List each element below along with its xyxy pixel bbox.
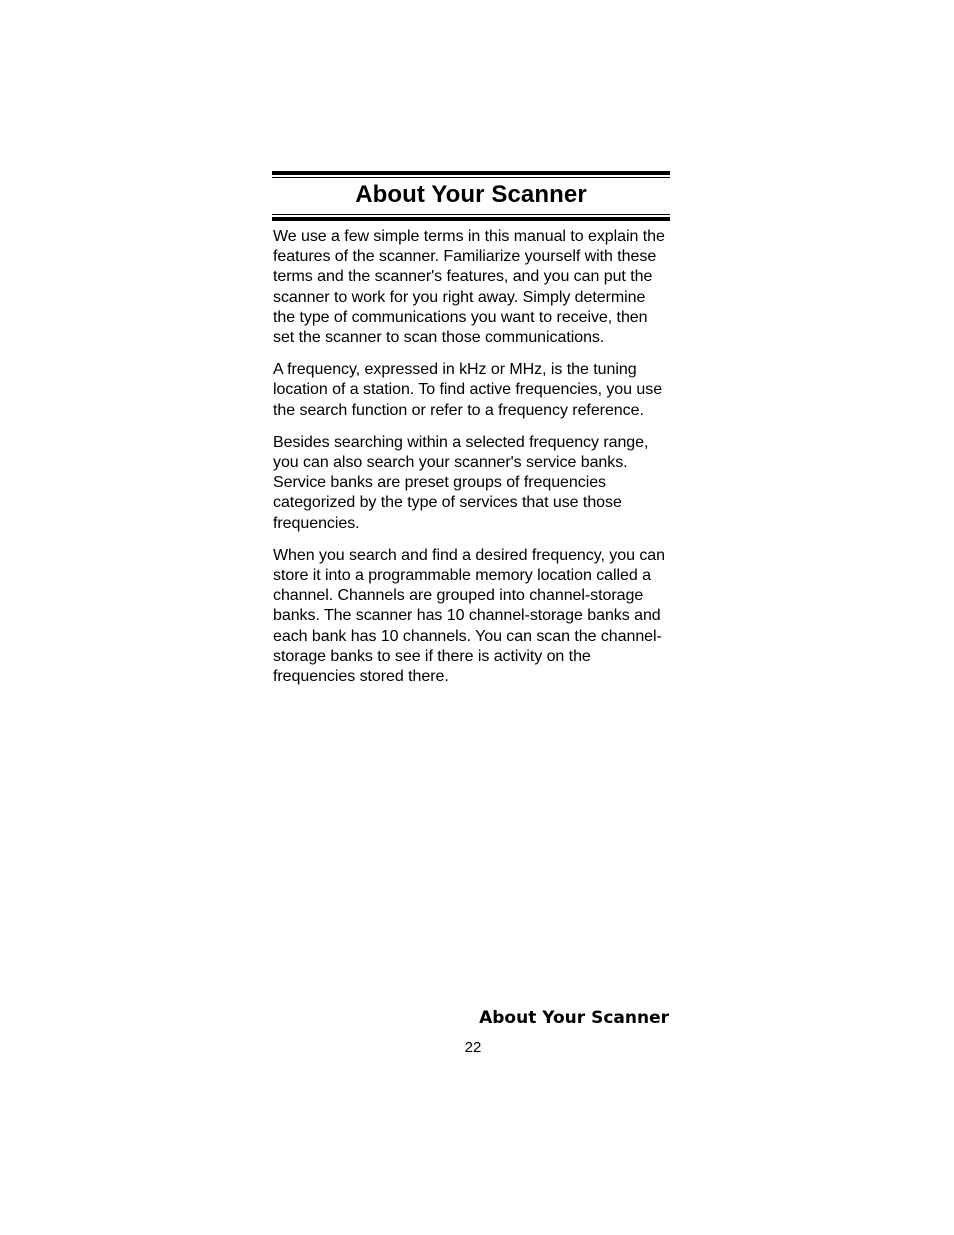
header-bottom-thick-rule	[272, 217, 670, 221]
body-text	[272, 227, 670, 687]
paragraph-frequency: A frequency, expressed in kHz or MHz, is the tuning location of a station. To find active frequencies, you use the search function or refer to a frequency reference.	[273, 361, 663, 419]
paragraph-service-banks: Besides searching within a selected frequency range, you can also search your scanner's service banks. Service banks are preset groups of frequencies categorized by the type of services that use those frequencies.	[273, 433, 649, 532]
paragraph-intro: We use a few simple terms in this manual to explain the features of the scanner. Familiarize yourself with these terms and the scanner's features, and you can put the scanner to work for you right away. Simply determine the type of communications you want to receive, then set the scanner to scan those communications.	[273, 228, 665, 347]
content-column	[272, 171, 670, 699]
footer-section-title: About Your Scanner	[479, 1008, 669, 1028]
page-title: About Your Scanner	[355, 181, 587, 208]
page-number: 22	[464, 1039, 482, 1056]
header-top-thin-rule	[272, 177, 670, 178]
paragraph-channels: When you search and find a desired frequency, you can store it into a programmable memory location called a channel. Channels are grouped into channel-storage banks. The scanner has 10 channel-storage banks and each bank has 10 channels. You can scan the channel-storage banks to see if there is activity on the frequencies stored there.	[273, 546, 665, 686]
